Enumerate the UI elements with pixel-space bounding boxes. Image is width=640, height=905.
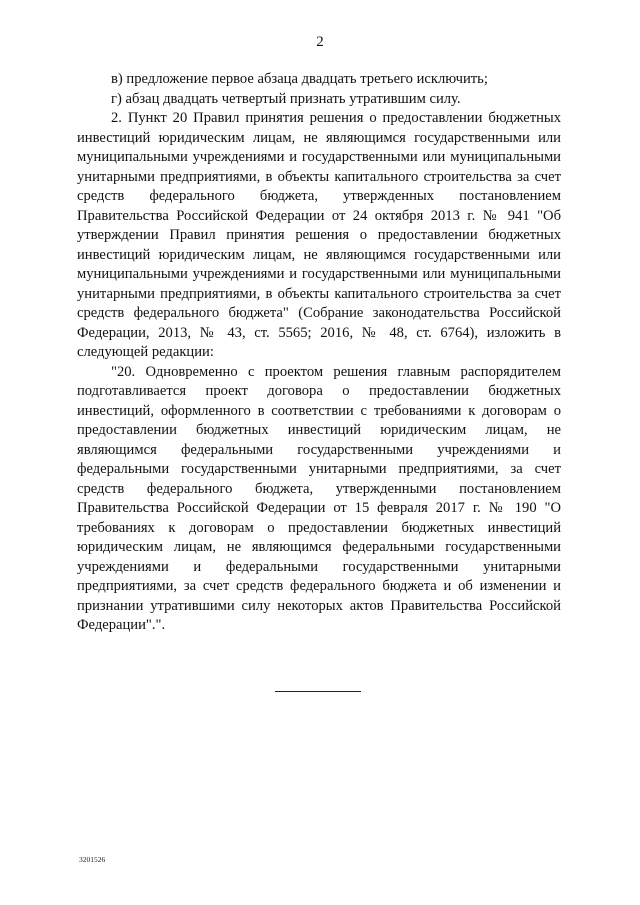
paragraph-item-v: в) предложение первое абзаца двадцать третьего исключить;	[111, 71, 488, 87]
end-separator-line	[275, 691, 361, 692]
document-body	[77, 70, 561, 636]
paragraph-new-point-20: "20. Одновременно с проектом решения главным распорядителем подготавливается проект договора о предоставлении бюджетных инвестиций, оформленного в соответствии с требованиями к договорам о предоставлении бюджетных инвестиций юридическим лицам, не являющимся федеральными государственными учреждениями и федеральными государственными унитарными предприятиями, за счет средств федерального бюджета, утвержденными постановлением Правительства Российской Федерации от 15 февраля 2017 г. № 190 "О требованиях к договорам о предоставлении бюджетных инвестиций юридическим лицам, не являющимся федеральными государственными учреждениями и федеральными государственными унитарными предприятиями, за счет средств федерального бюджета и об изменении и признании утратившими силу некоторых актов Правительства Российской Федерации".".	[77, 363, 561, 633]
paragraph-point-2: 2. Пункт 20 Правил принятия решения о предоставлении бюджетных инвестиций юридическим лицам, не являющимся государственными или муниципальными учреждениями и государственными или муниципальными унитарными предприятиями, в объекты капитального строительства за счет средств федерального бюджета, утвержденных постановлением Правительства Российской Федерации от 24 октября 2013 г. № 941 "Об утверждении Правил принятия решения о предоставлении бюджетных инвестиций юридическим лицам, не являющимся государственными или муниципальными учреждениями и государственными или муниципальными унитарными предприятиями, в объекты капитального строительства за счет средств федерального бюджета" (Собрание законодательства Российской Федерации, 2013, № 43, ст. 5565; 2016, № 48, ст. 6764), изложить в следующей редакции:	[77, 110, 561, 360]
document-code: 3201526	[79, 855, 106, 864]
paragraph-item-g: г) абзац двадцать четвертый признать утратившим силу.	[111, 90, 461, 107]
page-number: 2	[316, 34, 324, 50]
